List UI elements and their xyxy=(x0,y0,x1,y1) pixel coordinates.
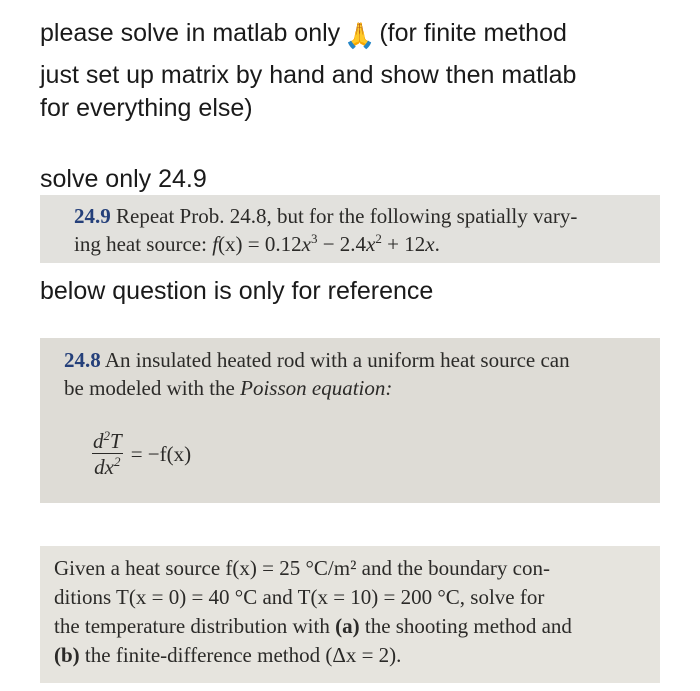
problem-24-9-image xyxy=(40,195,660,263)
problem-24-8-image xyxy=(40,338,660,503)
given-line-1: Given a heat source f(x) = 25 °C/m² and the boundary con- xyxy=(54,556,550,580)
problem-24-9-line-1 xyxy=(74,202,660,230)
problem-24-8-line-2: be modeled with the Poisson equation: xyxy=(64,376,393,400)
request-text-b: (for finite method xyxy=(379,19,567,47)
request-line-1 xyxy=(40,17,567,52)
problem-number: 24.8 xyxy=(64,348,101,372)
given-line-2: ditions T(x = 0) = 40 °C and T(x = 10) = 200 °C, solve for xyxy=(54,585,545,609)
problem-24-9-line-2: ing heat source: $f(x) = 0.12x^3 - 2.4x^2 + 12x$. xyxy=(74,231,440,256)
equation-rhs: = −f(x) xyxy=(130,442,192,466)
praying-hands-icon: 🙏 xyxy=(344,22,376,50)
given-line-3: the temperature distribution with (a) the shooting method and xyxy=(54,614,572,638)
reference-note: below question is only for reference xyxy=(40,277,434,305)
given-line-4: (b) the finite-difference method (Δx = 2). xyxy=(54,643,402,667)
request-text-a: please solve in matlab only xyxy=(40,19,341,47)
problem-number: 24.9 xyxy=(74,204,111,228)
request-line-3: for everything else) xyxy=(40,94,253,122)
given-conditions-image xyxy=(40,546,660,683)
poisson-equation xyxy=(92,430,191,478)
problem-text: Repeat Prob. 24.8, but for the following spatially vary- xyxy=(116,204,578,228)
instruction-text: solve only 24.9 xyxy=(40,165,207,193)
request-line-2: just set up matrix by hand and show then matlab xyxy=(40,61,577,89)
problem-24-8-line-1: 24.8 An insulated heated rod with a uniform heat source can xyxy=(64,348,570,372)
equation-fraction: $\frac{d^2T}{dx^2}$ xyxy=(93,428,122,479)
